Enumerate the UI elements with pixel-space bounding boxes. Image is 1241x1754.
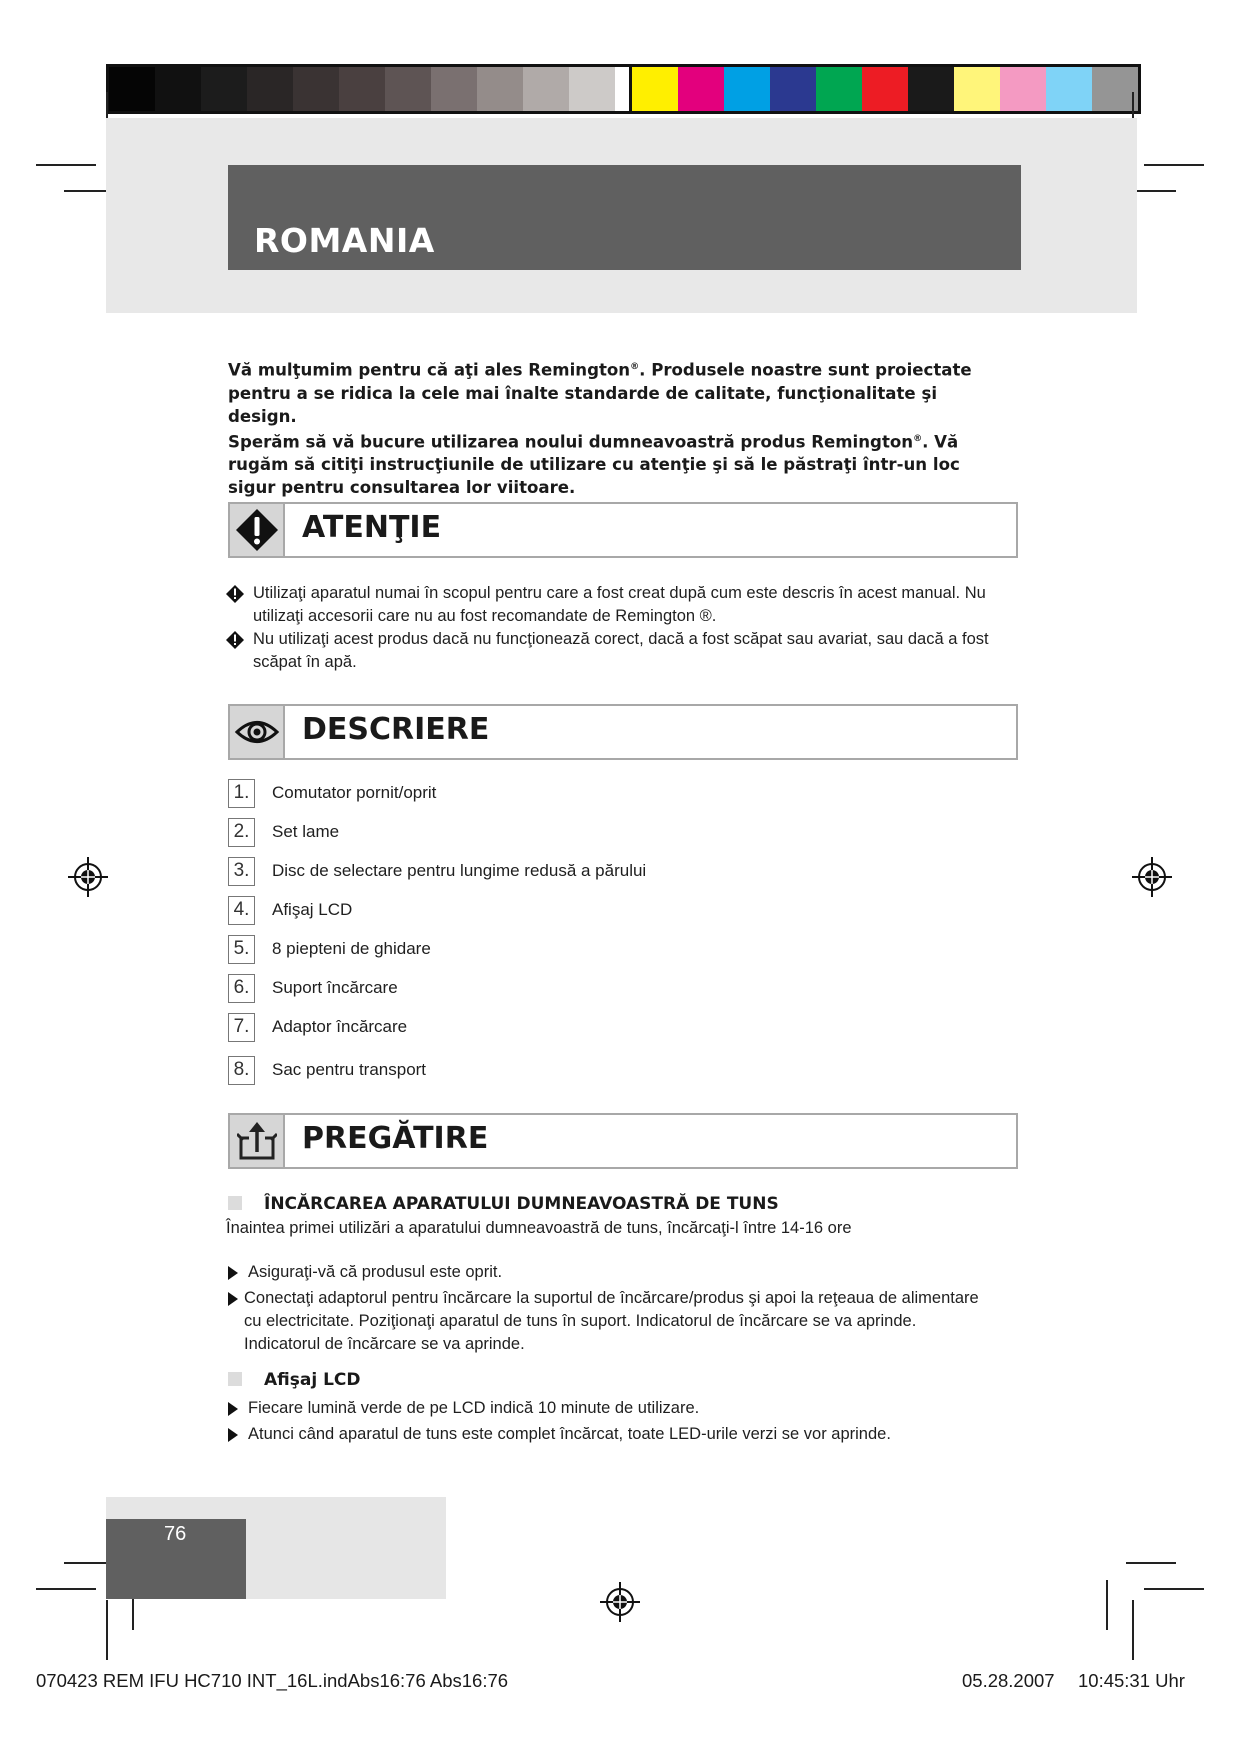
color-swatch — [862, 67, 908, 111]
item-label: Suport încărcare — [272, 978, 398, 997]
item-number: 4. — [228, 896, 255, 925]
color-swatch — [954, 67, 1000, 111]
description-icon-box — [230, 706, 285, 758]
heading-marker — [228, 1196, 242, 1210]
description-item — [228, 779, 928, 809]
item-label: Sac pentru transport — [272, 1060, 427, 1079]
description-title: DESCRIERE — [302, 712, 490, 747]
intro-text: pentru a se ridica la cele mai înalte standarde de calitate, funcţionalitate şi design. — [228, 383, 938, 426]
process-color-bar — [629, 64, 1141, 114]
lcd-heading-text: Afişaj LCD — [264, 1370, 361, 1390]
registration-mark-icon — [68, 857, 108, 897]
registration-mark-icon — [600, 1582, 640, 1622]
intro-text: . Vă — [922, 432, 959, 452]
attention-section-header — [228, 502, 1018, 558]
item-number: 8. — [228, 1056, 255, 1085]
description-item — [228, 857, 928, 887]
attention-title: ATENŢIE — [302, 510, 442, 545]
crop-mark — [106, 1600, 108, 1660]
item-number: 6. — [228, 974, 255, 1003]
bullet-text: Asiguraţi-vă că produsul este oprit. — [248, 1263, 503, 1281]
page-number-box — [106, 1519, 246, 1599]
warning-bullet-icon — [226, 631, 244, 649]
description-item — [228, 896, 928, 926]
crop-mark — [1144, 164, 1204, 166]
item-label: Afişaj LCD — [272, 900, 353, 919]
attention-item — [226, 628, 1016, 674]
intro-text: Sperăm să vă bucure utilizarea noului dumneavoastră produs Remington — [228, 432, 914, 452]
lcd-heading — [228, 1370, 361, 1390]
item-label: Adaptor încărcare — [272, 1017, 408, 1036]
crop-mark — [1126, 1562, 1176, 1564]
attention-icon-box — [230, 504, 285, 556]
color-swatch — [201, 67, 247, 111]
color-swatch — [632, 67, 678, 111]
item-number: 2. — [228, 818, 255, 847]
unpack-box-icon — [237, 1120, 277, 1162]
country-title-bar — [228, 165, 1021, 270]
charging-heading — [228, 1194, 779, 1214]
color-swatch — [339, 67, 385, 111]
description-item — [228, 1056, 928, 1086]
item-label: 8 piepteni de ghidare — [272, 939, 431, 958]
page-number: 76 — [164, 1523, 187, 1545]
preparation-icon-box — [230, 1115, 285, 1167]
attention-item — [226, 582, 1016, 628]
item-number: 7. — [228, 1013, 255, 1042]
crop-mark — [1144, 1588, 1204, 1590]
item-label: Disc de selectare pentru lungime redusă a părului — [272, 861, 647, 880]
warning-bullet-icon — [226, 585, 244, 603]
grayscale-color-bar — [106, 64, 664, 114]
color-swatch — [724, 67, 770, 111]
description-item — [228, 818, 928, 848]
color-swatch — [770, 67, 816, 111]
charging-heading-text: ÎNCĂRCAREA APARATULUI DUMNEAVOASTRĂ DE TUNS — [264, 1194, 779, 1214]
color-swatch — [247, 67, 293, 111]
bullet-arrow-icon — [228, 1292, 238, 1306]
lcd-bullet — [226, 1397, 1016, 1420]
description-item — [228, 974, 928, 1004]
bullet-arrow-icon — [228, 1266, 238, 1280]
registration-mark-icon — [1132, 857, 1172, 897]
intro-paragraph — [228, 356, 1008, 499]
charging-bullet — [226, 1261, 1016, 1284]
intro-text: Vă mulţumim pentru că aţi ales Remington — [228, 360, 631, 380]
description-section-header — [228, 704, 1018, 760]
registered-mark: ® — [913, 433, 923, 444]
crop-mark — [1132, 1600, 1134, 1660]
bullet-text: Atunci când aparatul de tuns este complet încărcat, toate LED-urile verzi se vor aprinde. — [248, 1425, 891, 1443]
item-label: Comutator pornit/oprit — [272, 783, 437, 802]
color-swatch — [293, 67, 339, 111]
preparation-section-header — [228, 1113, 1018, 1169]
color-swatch — [569, 67, 615, 111]
registered-mark: ® — [630, 362, 640, 372]
description-item — [228, 935, 928, 965]
color-swatch — [431, 67, 477, 111]
color-swatch — [385, 67, 431, 111]
crop-mark — [36, 164, 96, 166]
color-swatch — [523, 67, 569, 111]
attention-item-text: Nu utilizaţi acest produs dacă nu funcţionează corect, dacă a fost scăpat sau avariat, sau dacă a fost scăpat în apă. — [253, 630, 989, 671]
bullet-text: Conectaţi adaptorul pentru încărcare la suportul de încărcare/produs şi apoi la reţeaua de alimentare cu electricitate. Poziţionaţi aparatul de tuns în suport. Indicatorul de încărcare se va aprinde. Indicatorul de încărcare se va aprinde. — [244, 1289, 979, 1353]
description-item — [228, 1013, 928, 1043]
footer-file-info: 070423 REM IFU HC710 INT_16L.indAbs16:76 Abs16:76 — [36, 1670, 509, 1691]
lcd-bullet — [226, 1423, 1016, 1446]
intro-text: rugăm să citiţi instrucţiunile de utilizare cu atenţie şi să le păstraţi într-un loc — [228, 455, 960, 475]
attention-item-text: Utilizaţi aparatul numai în scopul pentru care a fost creat după cum este descris în acest manual. Nu utilizaţi accesorii care nu au fost recomandate de Remington ®. — [253, 584, 986, 625]
footer-date: 05.28.2007 — [962, 1670, 1055, 1691]
preparation-title: PREGĂTIRE — [302, 1121, 489, 1156]
color-swatch — [155, 67, 201, 111]
charging-intro: Înaintea primei utilizări a aparatului dumneavoastră de tuns, încărcaţi-l între 14-16 ore — [226, 1219, 852, 1237]
intro-text: sigur pentru consultarea lor viitoare. — [228, 478, 576, 498]
item-number: 5. — [228, 935, 255, 964]
color-swatch — [1000, 67, 1046, 111]
intro-text: . Produsele noastre sunt proiectate — [639, 360, 972, 380]
charging-bullet — [226, 1287, 986, 1356]
warning-icon — [234, 507, 280, 553]
item-number: 3. — [228, 857, 255, 886]
color-swatch — [908, 67, 954, 111]
color-swatch — [477, 67, 523, 111]
item-label: Set lame — [272, 822, 340, 841]
bullet-arrow-icon — [228, 1402, 238, 1416]
bullet-arrow-icon — [228, 1428, 238, 1442]
crop-mark — [1106, 1580, 1108, 1630]
item-number: 1. — [228, 779, 255, 808]
color-swatch — [1046, 67, 1092, 111]
color-swatch — [109, 67, 155, 111]
heading-marker — [228, 1372, 242, 1386]
bullet-text: Fiecare lumină verde de pe LCD indică 10 minute de utilizare. — [248, 1399, 700, 1417]
footer-time: 10:45:31 Uhr — [1078, 1670, 1185, 1691]
crop-mark — [36, 1588, 96, 1590]
eye-icon — [234, 717, 280, 747]
color-swatch — [816, 67, 862, 111]
page-title: ROMANIA — [254, 221, 435, 260]
color-swatch — [678, 67, 724, 111]
